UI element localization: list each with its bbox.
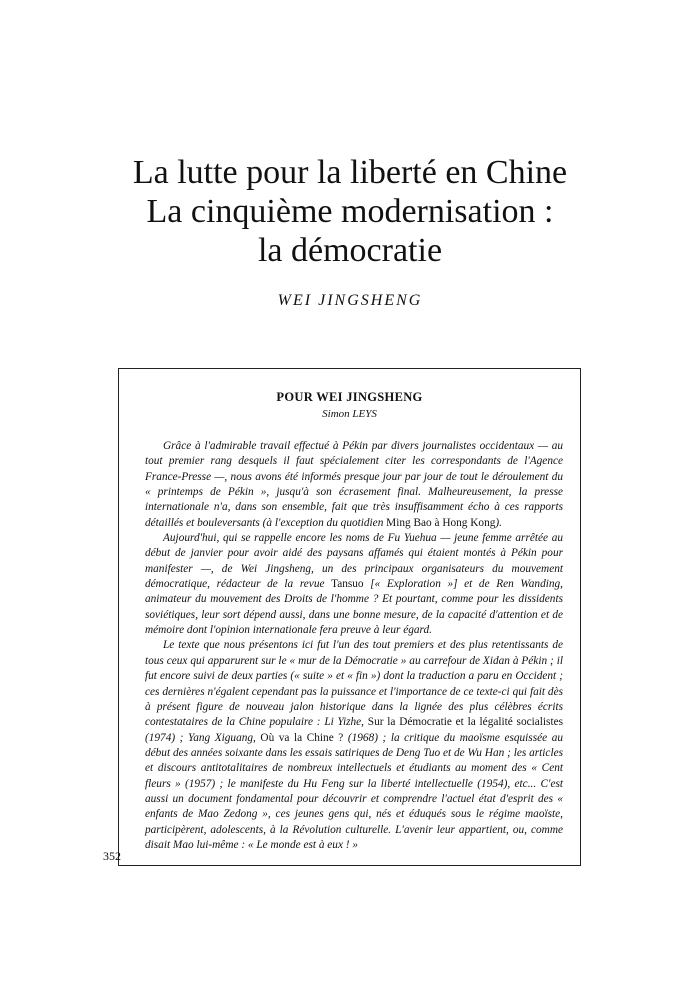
roman-text-run: Sur la Démocratie et la légalité socialistes	[367, 716, 563, 729]
preface-box	[118, 368, 581, 866]
article-author: WEI JINGSHENG	[277, 292, 423, 309]
title-line-1: La lutte pour la liberté en Chine	[132, 154, 568, 191]
title-line-3: la démocratie	[257, 232, 443, 269]
roman-text-run: Tansuo	[331, 578, 364, 591]
italic-text-run: [« Exploration »] et de Ren Wanding, animateur du mouvement des Droits de l'homme ? Et pourtant, comme pour les dissidents soviétiques, leur sort dépend aussi, dans une bonne mesure, de la capacité d'attention et de mémoire dont l'opinion internationale fera preuve à leur égard.	[145, 578, 563, 637]
roman-text-run: Ming Bao à Hong Kong	[386, 516, 496, 529]
page-number: 352	[103, 849, 121, 863]
italic-text-run: ).	[495, 516, 502, 529]
preface-title: POUR WEI JINGSHENG	[276, 390, 423, 404]
italic-text-run: Grâce à l'admirable travail effectué à Pékin par divers journalistes occidentaux — au tout premier rang desquels il faut spécialement citer les correspondants de l'Agence France-Presse —, nous avons été informés presque jour par jour de tout le déroulement du « printemps de Pékin », jusqu'à son écrasement final. Malheureusement, la presse internationale n'a, dans son ensemble, fait que très insuffisamment écho à ces rapports détaillés et bouleversants (à l'exception du quotidien	[145, 440, 563, 529]
preface-body	[145, 439, 563, 853]
italic-text-run: Aujourd'hui, qui se rappelle encore les noms de Fu Yuehua — jeune femme arrêtée au début de janvier pour avoir aidé des paysans affamés qui étaient montés à Pékin pour manifester —, de Wei Jingsheng, un des principaux organisateurs du mouvement démocratique, rédacteur de la revue	[145, 532, 563, 591]
preface-header	[119, 390, 580, 420]
roman-text-run: Où va la Chine ?	[260, 731, 344, 744]
italic-text-run: Le texte que nous présentons ici fut l'un des tout premiers et des plus retentissants de tous ceux qui apparurent sur le « mur de la Démocratie » au carrefour de Xidan à Pékin ; il fut encore suivi de deux parties (« suite » et « fin ») dont la traduction a paru en Occident ; ces dernières n'égalent cependant pas la puissance et l'importance de ce texte-ci qui fait dès à présent figure de nouveau jalon historique dans la lignée des plus célèbres écrits contestataires de la Chine populaire : Li Yizhe,	[145, 639, 563, 729]
preface-paragraph	[145, 638, 563, 853]
preface-paragraph	[145, 439, 563, 531]
article-title	[0, 153, 700, 270]
preface-paragraph	[145, 531, 563, 638]
title-line-2: La cinquième modernisation :	[146, 193, 554, 230]
italic-text-run: (1974) ; Yang Xiguang,	[145, 731, 261, 744]
preface-author: Simon LEYS	[322, 408, 377, 420]
italic-text-run: (1968) ; la critique du maoïsme esquissée au début des années soixante dans les essais satiriques de Deng Tuo et de Wu Han ; les articles et discours antitotalitaires de nombreux intellectuels et étudiants au moment des « Cent fleurs » (1957) ; le manifeste du Hu Feng sur la liberté intellectuelle (1954), etc... C'est aussi un document fondamental pour découvrir et comprendre l'actuel état d'esprit des « enfants de Mao Zedong », ces jeunes gens qui, nés et éduqués sous le régime maoïste, participèrent, adolescents, à la Révolution culturelle. L'avenir leur appartient, ou, comme disait Mao lui-même : « Le monde est à eux ! »	[145, 731, 563, 851]
